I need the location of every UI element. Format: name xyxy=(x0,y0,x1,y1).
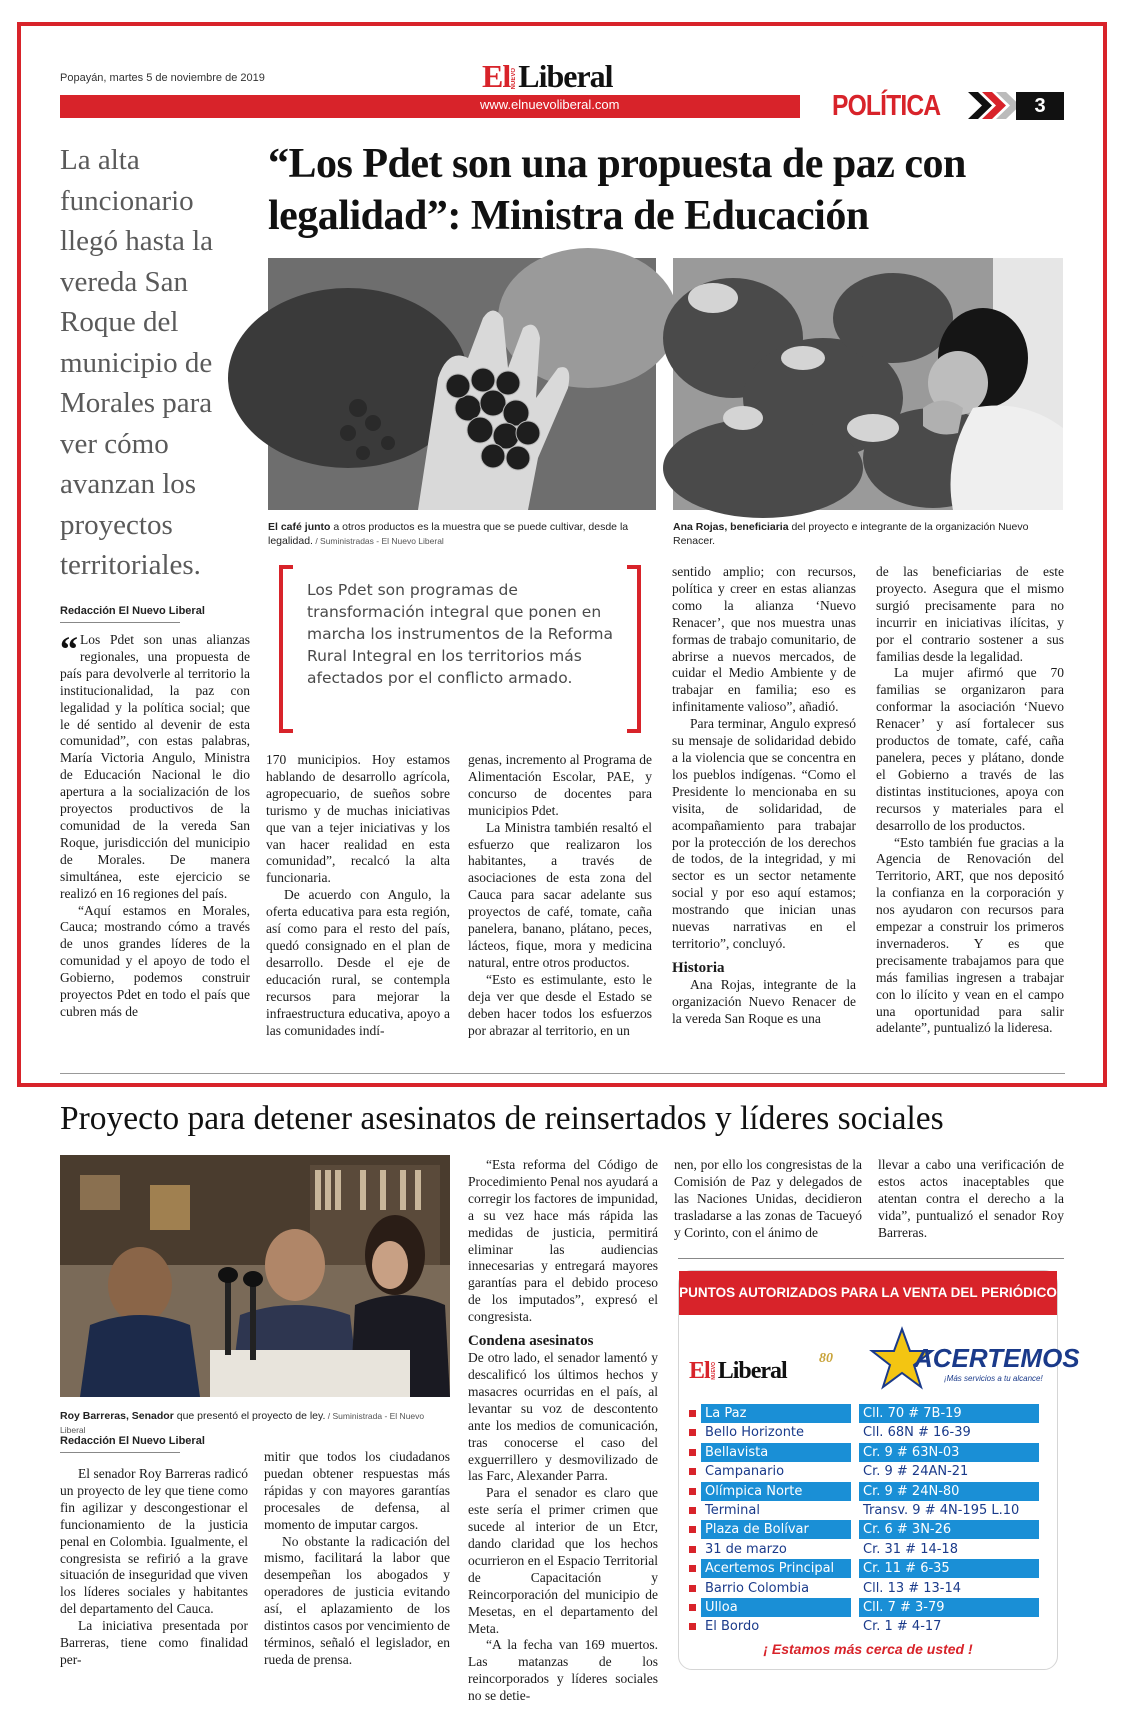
bracket-right xyxy=(627,565,641,733)
section-divider xyxy=(60,1073,1065,1074)
sales-points-list xyxy=(689,1404,1049,1637)
logo-nuevo: NUEVO xyxy=(710,1362,717,1380)
sales-point-address: Cll. 70 # 7B-19 xyxy=(859,1404,1039,1423)
caption-lead: Ana Rojas, beneficiaria xyxy=(673,521,789,533)
story1-column-2 xyxy=(266,752,450,1039)
square-bullet-icon xyxy=(689,1526,696,1533)
section-title: POLÍTICA xyxy=(832,90,941,122)
coffee-beans-photo xyxy=(268,258,656,510)
story2-column-2 xyxy=(264,1449,450,1669)
subhead-historia: Historia xyxy=(672,959,725,976)
square-bullet-icon xyxy=(689,1585,696,1592)
square-bullet-icon xyxy=(689,1623,696,1630)
pull-quote-text: Los Pdet son programas de transformación integral que ponen en marcha los instrumentos de la Reforma Rural Integral en los territorios más afectados por el conflicto armado. xyxy=(307,581,613,687)
sales-point-row xyxy=(689,1598,1049,1617)
sales-point-address: Cll. 13 # 13-14 xyxy=(863,1580,962,1596)
byline-rule xyxy=(60,1452,180,1453)
paragraph: “Aquí estamos en Morales, Cauca; mostrando cómo a través de unos grandes líderes de la comunidad y el apoyo de todo el Gobierno, podemos construir proyectos Pdet en todo el país que cubren más de xyxy=(60,902,250,1019)
sales-point-name: Plaza de Bolívar xyxy=(701,1520,851,1539)
sales-point-address: Cr. 6 # 3N-26 xyxy=(859,1520,1039,1539)
square-bullet-icon xyxy=(689,1604,696,1611)
paragraph: Para el senador es claro que este sería el primer crimen que sucede al interior de un Etcr, dando claridad que los hechos ocurrieron en el Espacio Territorial de Capacitación y Reincorporación del municipio de Mesetas, en el departamento del Meta. xyxy=(468,1485,658,1636)
story2-column-3 xyxy=(468,1157,658,1705)
sales-point-name: Ulloa xyxy=(701,1598,851,1617)
paragraph: El senador Roy Barreras radicó un proyecto de ley que tiene como fin agilizar y descongestionar el funcionamiento de la justicia penal en Colombia. Igualmente, el congresista se refirió a la grave situación de inseguridad que viven los líderes sociales y habitantes del departamento del Cauca. xyxy=(60,1466,248,1617)
paragraph: “ Los Pdet son unas alianzas regionales, una propuesta de país para devolverle al territorio la institucionalidad, la paz con legalidad y la política social; que le dé sentido al devenir de esta comunidad”, con estas palabras, María Victoria Angulo, Ministra de Educación Nacional le dio apertura a la socialización de los proyectos productivos de la comunidad de la vereda San Roque, jurisdicción del municipio de Morales. De manera simultánea, este ejercicio se realizó en 16 regiones del país. xyxy=(60,629,250,901)
dateline: Popayán, martes 5 de noviembre de 2019 xyxy=(60,72,265,84)
sales-point-name: Acertemos Principal xyxy=(701,1559,851,1578)
paragraph: Ana Rojas, integrante de la organización Nuevo Renacer de la vereda San Roque es una xyxy=(672,976,856,1026)
coffee-photo-caption xyxy=(268,520,656,548)
sales-point-row xyxy=(689,1579,1049,1598)
byline-rule xyxy=(60,622,180,623)
paragraph: La Ministra también resaltó el esfuerzo que realizaron los habitantes, a través de asociaciones de esta zona del Cauca para sacar adelante sus proyectos de café, tomate, caña panelera, banano, plátano, peces, lácteos, fique, mora y medicina natural, entre otros productos. xyxy=(468,819,652,970)
open-quote-icon: “ xyxy=(60,629,78,669)
paragraph: Para terminar, Angulo expresó su mensaje de solidaridad debido a la violencia que se concentra en los pueblos indígenas. “Como el Presidente lo mencionaba en su visita, de solidaridad, de acompañamiento para trabajar por la protección de los derechos de todos, de la integridad, y mi sector es un sector netamente social y por eso aquí estamos; mostrando que inician unas nuevas narrativas en el territorio”, concluyó. xyxy=(672,716,856,951)
logo-liberal: Liberal xyxy=(518,58,613,94)
sales-point-address: Cll. 68N # 16-39 xyxy=(863,1425,971,1441)
paragraph: “Esto también fue gracias a la Agencia de Renovación del Territorio, ART, que nos depositó la confianza en la corporación y nos ayudaron con recursos para empezar a construir los primeros invernaderos. Y es que precisamente trabajamos para que más familias ingresen a trabajar con lo ilícito y vean en el campo una oportunidad para salir adelante”, puntualizó la lideresa. xyxy=(876,834,1064,1036)
caption-lead: El café junto xyxy=(268,521,331,533)
paragraph: de las beneficiarias de este proyecto. Asegura que el mismo surgió precisamente para no incurrir en iniciativas ilícitas, y por el contrario sostener a sus familias desde la legalidad. xyxy=(876,564,1064,664)
paragraph: nen, por ello los congresistas de la Comisión de Paz y delegados de las Naciones Unidas, decidieron trasladarse a las zonas de Tacueyó y Corinto, con el ánimo de xyxy=(674,1157,862,1240)
paragraph: genas, incremento al Programa de Alimentación Escolar, PAE, y concurso de docentes para municipios Pdet. xyxy=(468,752,652,818)
sales-point-row xyxy=(689,1617,1049,1636)
sales-point-name: Olímpica Norte xyxy=(701,1482,851,1501)
page-number: 3 xyxy=(1016,92,1064,120)
sales-point-row xyxy=(689,1423,1049,1442)
caption-text: del proyecto e integrante de la organización Nuevo Renacer. xyxy=(673,521,1029,547)
logo-el: El xyxy=(482,58,511,94)
caption-lead: Roy Barreras, Senador xyxy=(60,1410,174,1422)
sales-point-row xyxy=(689,1559,1049,1578)
square-bullet-icon xyxy=(689,1449,696,1456)
square-bullet-icon xyxy=(689,1488,696,1495)
sales-point-row xyxy=(689,1404,1049,1423)
ana-rojas-photo-caption xyxy=(673,520,1063,548)
story2-column-1 xyxy=(60,1466,248,1669)
sales-point-row xyxy=(689,1540,1049,1559)
sales-point-name: Bellavista xyxy=(701,1443,851,1462)
paragraph: 170 municipios. Hoy estamos hablando de desarrollo agrícola, agropecuario, de sueños sobre turismo y de muchas iniciativas que van a tejer iniciativas y los van hacer realidad en esta comunidad”, recalcó la alta funcionaria. xyxy=(266,752,450,886)
logo-nuevo: NUEVO xyxy=(511,67,518,89)
sales-point-name: Terminal xyxy=(705,1502,760,1518)
sales-point-name: Barrio Colombia xyxy=(705,1580,810,1596)
story2-column-5 xyxy=(878,1157,1064,1242)
acertemos-tagline: ¡Más servicios a tu alcance! xyxy=(944,1374,1043,1383)
ana-rojas-photo xyxy=(673,258,1063,510)
paragraph: mitir que todos los ciudadanos puedan obtener respuestas más rápidas y con mayores garantías procesales de defensa, al momento de imputar cargos. xyxy=(264,1449,450,1532)
ad-newspaper-logo xyxy=(689,1353,787,1383)
bracket-left xyxy=(279,565,293,733)
sales-point-name: Campanario xyxy=(705,1464,785,1480)
sales-points-ad[interactable] xyxy=(678,1270,1080,1670)
logo-liberal: Liberal xyxy=(717,1358,787,1384)
acertemos-wordmark: ACERTEMOS xyxy=(914,1343,1080,1373)
sales-point-address: Cr. 9 # 24N-80 xyxy=(859,1482,1039,1501)
paragraph: “Esta reforma del Código de Procedimiento Penal nos ayudará a corregir los factores de impunidad, a su vez hace más rápida las medidas de justicia, permitirá eliminar las audiencias innecesarias y entregará mayores garantías para el debido proceso de los imputados”, expresó el congresista. xyxy=(468,1157,658,1325)
logo-el: El xyxy=(689,1358,710,1384)
subhead-condena: Condena asesinatos xyxy=(468,1333,594,1350)
paragraph: La iniciativa presentada por Barreras, tiene como finalidad per- xyxy=(60,1618,248,1667)
paragraph: llevar a cabo una verificación de estos actos inaceptables que atentan contra el derecho a la vida”, puntualizó el senador Roy Barreras. xyxy=(878,1157,1064,1240)
ad-top-rule xyxy=(678,1258,1064,1259)
sales-point-address: Cr. 11 # 6-35 xyxy=(859,1559,1039,1578)
sales-point-name: La Paz xyxy=(701,1404,851,1423)
sales-point-name: Bello Horizonte xyxy=(705,1425,805,1441)
sales-point-row xyxy=(689,1520,1049,1539)
ad-footer: ¡ Estamos más cerca de usted ! xyxy=(763,1641,973,1657)
sales-point-address: Cr. 31 # 14-18 xyxy=(863,1541,958,1557)
paragraph: “Esto es estimulante, esto le deja ver que desde el Estado se deben hacer todos los esfuerzos por abrazar al territorio, en un xyxy=(468,971,652,1038)
sales-point-row xyxy=(689,1482,1049,1501)
senator-photo-caption xyxy=(60,1409,450,1437)
square-bullet-icon xyxy=(689,1507,696,1514)
sales-point-address: Transv. 9 # 4N-195 L.10 xyxy=(863,1502,1020,1518)
story1-column-3 xyxy=(468,752,652,1039)
byline: Redacción El Nuevo Liberal xyxy=(60,605,205,617)
header-red-bar xyxy=(60,95,800,118)
sales-point-name: El Bordo xyxy=(705,1619,760,1635)
square-bullet-icon xyxy=(689,1410,696,1417)
story1-column-1 xyxy=(60,629,250,1021)
ad-title: PUNTOS AUTORIZADOS PARA LA VENTA DEL PERIÓDICO xyxy=(679,1271,1057,1315)
lede-summary: La alta funcionario llegó hasta la vereda San Roque del municipio de Morales para ver cómo avanzan los proyectos territoriales. xyxy=(60,144,214,581)
sales-point-row xyxy=(689,1443,1049,1462)
paragraph: De acuerdo con Angulo, la oferta educativa para esta región, así como para el resto del país, quedó consignado en el plan de desarrollo. Desde el eje de educación rural, se contempla recursos para mejorar la infraestructura educativa, apoyo a las comunidades indí- xyxy=(266,887,450,1038)
paragraph: La mujer afirmó que 70 familias se organizaron para conformar la asociación ‘Nuevo Renacer’ y así fortalecer sus productos de tomate, café, caña panelera, peces y plátano, donde el Gobierno a través de las distintas instituciones, apoya con recursos y materiales para el desarrollo de los productos. xyxy=(876,665,1064,833)
square-bullet-icon xyxy=(689,1468,696,1475)
paragraph: No obstante la radicación del mismo, facilitará la labor que desempeñan los abogados y operadores de justicia evitando así, el aplazamiento de los distintos casos por vencimiento de términos, señaló el legislador, en rueda de prensa. xyxy=(264,1533,450,1667)
caption-text: que presentó el proyecto de ley. xyxy=(173,1410,326,1422)
story1-column-5 xyxy=(876,564,1064,1037)
square-bullet-icon xyxy=(689,1429,696,1436)
sales-point-row xyxy=(689,1501,1049,1520)
paragraph: De otro lado, el senador lamentó y descalificó los últimos hechos y masacres ocurridas en el país, al levantar su voz de descontento ante los medios de comunicación, tras conocerse el caso del exguerrillero y desmovilizado de las Farc, Alexander Parra. xyxy=(468,1350,658,1484)
sales-point-address: Cr. 9 # 63N-03 xyxy=(859,1443,1039,1462)
pull-quote xyxy=(267,565,643,733)
sales-point-address: Cr. 1 # 4-17 xyxy=(863,1619,942,1635)
story1-column-4 xyxy=(672,564,856,1028)
main-headline[interactable]: “Los Pdet son una propuesta de paz con legalidad”: Ministra de Educación xyxy=(268,141,966,239)
sales-point-name: 31 de marzo xyxy=(705,1541,787,1557)
square-bullet-icon xyxy=(689,1565,696,1572)
paragraph: “A la fecha van 169 muertos. Las matanzas de los reincorporados y líderes sociales no se detie- xyxy=(468,1637,658,1704)
senator-photo xyxy=(60,1155,450,1397)
byline: Redacción El Nuevo Liberal xyxy=(60,1435,205,1447)
paragraph: sentido amplio; con recursos, política y creer en estas alianzas como la alianza ‘Nuevo Renacer’, que nos muestra unas formas de trabajo comunitario, de abrirse a nuevos mercados, de cuidar el Medio Ambiente y de trabajar en familia; eso es infinitamente valioso”, añadió. xyxy=(672,564,856,715)
sales-point-address: Cr. 9 # 24AN-21 xyxy=(863,1464,969,1480)
square-bullet-icon xyxy=(689,1546,696,1553)
caption-credit: / Suministradas - El Nuevo Liberal xyxy=(312,536,444,546)
sales-point-address: Cll. 7 # 3-79 xyxy=(859,1598,1039,1617)
acertemos-logo xyxy=(874,1323,1080,1403)
secondary-headline[interactable]: Proyecto para detener asesinatos de reinsertados y líderes sociales xyxy=(60,1100,944,1137)
sales-point-row xyxy=(689,1462,1049,1481)
caption-credit: / Suministrada - El Nuevo Liberal xyxy=(60,1411,425,1435)
caption-text: a otros productos es la muestra que se puede cultivar, desde la legalidad. xyxy=(268,521,629,547)
story2-column-4 xyxy=(674,1157,862,1242)
site-url[interactable]: www.elnuevoliberal.com xyxy=(480,97,620,112)
anniversary-badge: 80 xyxy=(819,1351,833,1366)
newspaper-logo[interactable] xyxy=(482,56,613,92)
